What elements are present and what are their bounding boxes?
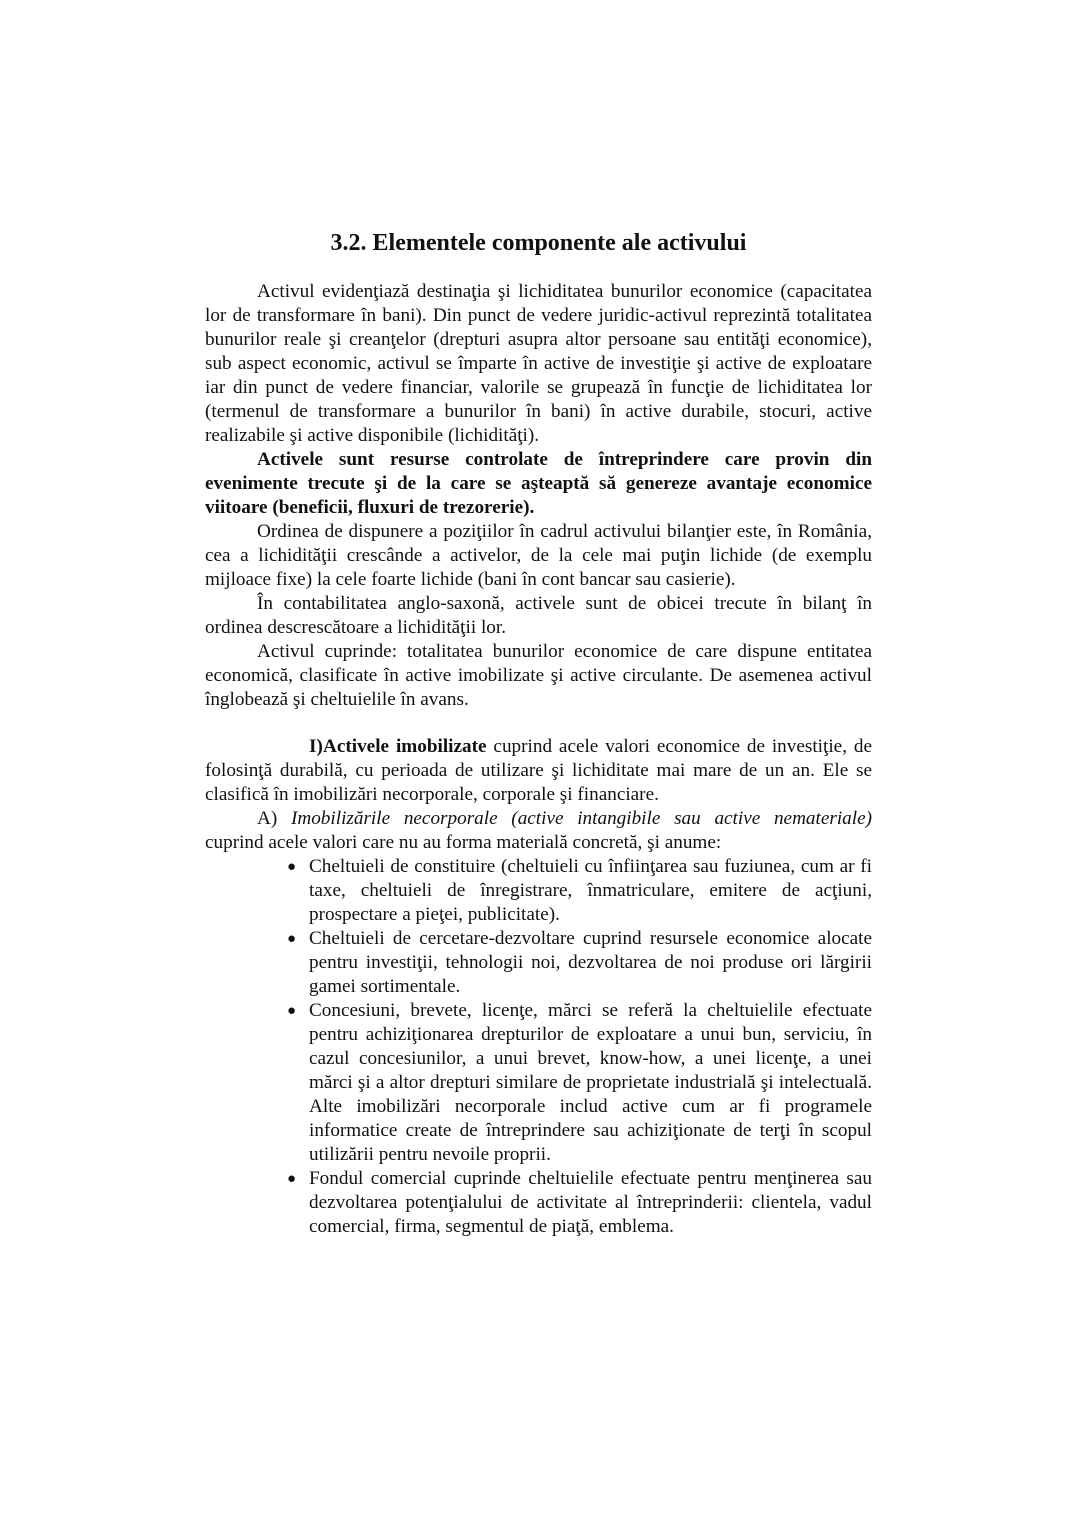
paragraph-active-imobilizate xyxy=(205,735,872,807)
paragraph-activ-bold-definition: Activele sunt resurse controlate de întreprindere care provin din evenimente trecute şi de la care se aşteaptă să genereze avantaje economice viitoare (beneficii, fluxuri de trezorerie). xyxy=(205,449,872,518)
section-number: I) xyxy=(309,736,323,757)
paragraph-ordering-romania: Ordinea de dispunere a poziţiilor în cadrul activului bilanţier este, în România, cea a lichidităţii crescânde a activelor, de la cele mai puţin lichide (de exemplu mijloace fixe) la cele foarte lichide (bani în cont bancar sau casierie). xyxy=(205,521,872,590)
list-item-text: Fondul comercial cuprinde cheltuielile efectuate pentru menţinerea sau dezvoltarea potenţialului de activitate al întreprinderii: clientela, vadul comercial, firma, segmentul de piaţă, emblema. xyxy=(309,1168,872,1237)
list-item xyxy=(287,1167,872,1239)
paragraph-activ-definition: Activul evidenţiază destinaţia şi lichiditatea bunurilor economice (capacitatea lor de transformare în bani). Din punct de vedere juridic-activul reprezintă totalitatea bunurilor reale şi creanţelor (drepturi asupra altor persoane sau entităţi economice), sub aspect economic, activul se împarte în active de investiţie şi active de exploatare iar din punct de vedere financiar, valorile se grupează în funcţie de lichiditatea lor (termenul de transformare a bunurilor în bani) în active durabile, stocuri, active realizabile şi active disponibile (lichidităţi). xyxy=(205,281,872,446)
bullet-icon: ● xyxy=(287,1003,297,1019)
paragraph-activ-cuprinde: Activul cuprinde: totalitatea bunurilor economice de care dispune entitatea economică, clasificate în active imobilizate şi active circulante. De asemenea activul înglobează şi cheltuielile în avans. xyxy=(205,641,872,710)
paragraph-imobilizari-necorporale xyxy=(205,807,872,855)
section-title: 3.2. Elementele componente ale activului xyxy=(330,230,747,256)
list-item-text: Cheltuieli de constituire (cheltuieli cu înfiinţarea sau fuziunea, cum ar fi taxe, cheltuieli de înregistrare, înmatriculare, emitere de acţiuni, prospectare a pieţei, publicitate). xyxy=(309,856,872,925)
term-active-imobilizate: Activele imobilizate xyxy=(323,736,487,757)
list-item-text: Cheltuieli de cercetare-dezvoltare cuprind resursele economice alocate pentru investiţii, tehnologii noi, dezvoltarea de noi produse ori lărgirii gamei sortimentale. xyxy=(309,928,872,997)
list-item-text: Concesiuni, brevete, licenţe, mărci se referă la cheltuielile efectuate pentru achiziţionarea drepturilor de exploatare a unui bun, serviciu, în cazul concesiunilor, a unui brevet, know-how, a unei licenţe, a unei mărci şi a altor drepturi similare de proprietate industrială şi intelectuală. Alte imobilizări necorporale includ active cum ar fi programele informatice create de întreprindere sau achiziţionate de terţi în scopul utilizării pentru nevoile proprii. xyxy=(309,1000,872,1165)
blank-line xyxy=(205,712,872,735)
bullet-icon: ● xyxy=(287,931,297,947)
document-page xyxy=(205,228,872,1239)
bullet-icon: ● xyxy=(287,859,297,875)
list-item xyxy=(287,927,872,999)
list-item xyxy=(287,999,872,1167)
list-item xyxy=(287,855,872,927)
paragraph-text: cuprind acele valori economice de investiţie, de folosinţă durabilă, cu perioada de utilizare şi lichiditate mai mare de un an. Ele se clasifică în imobilizări necorporale, corporale şi financiare. xyxy=(205,736,872,805)
paragraph-anglo-saxon: În contabilitatea anglo-saxonă, activele sunt de obicei trecute în bilanţ în ordinea descrescătoare a lichidităţii lor. xyxy=(205,593,872,638)
bullet-list xyxy=(205,855,872,1239)
term-imobilizari-necorporale: Imobilizările necorporale (active intangibile sau active nemateriale) xyxy=(290,808,872,829)
subsection-label: A) xyxy=(257,808,291,829)
bullet-icon: ● xyxy=(287,1171,297,1187)
paragraph-text: cuprind acele valori care nu au forma materială concretă, şi anume: xyxy=(205,832,722,853)
